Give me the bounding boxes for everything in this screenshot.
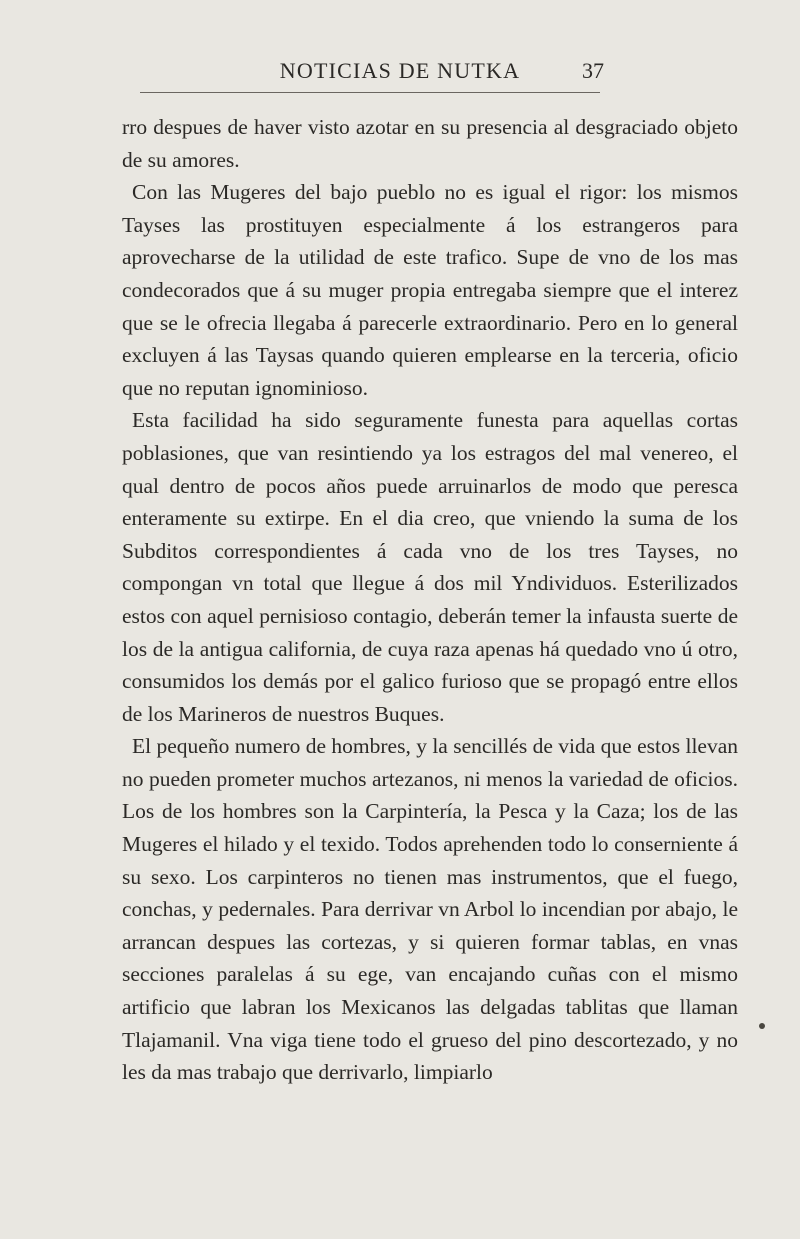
running-head <box>0 58 800 92</box>
paragraph-2: Con las Mugeres del bajo pueblo no es igual el rigor: los mismos Tayses las prostituyen especialmente á los estrangeros para aprovecharse de la utilidad de este trafico. Supe de vno de los mas condecorados que á su muger propia entregaba siempre que el interez que se le ofrecia llegaba á parecerle extraordinario. Pero en lo general excluyen á las Taysas quando quieren emplearse en la terceria, oficio que no reputan ignominioso. <box>122 180 738 400</box>
paragraph-4: El pequeño numero de hombres, y la sencillés de vida que estos llevan no pueden prometer muchos artezanos, ni menos la variedad de oficios. Los de los hombres son la Carpintería, la Pesca y la Caza; los de las Mugeres el hilado y el texido. Todos aprehenden todo lo conserniente á su sexo. Los carpinteros no tienen mas instrumentos, que el fuego, conchas, y pedernales. Para derrivar vn Arbol lo incendian por abajo, le arrancan despues las cortezas, y si quieren formar tablas, en vnas secciones paralelas á su ege, van encajando cuñas con el mismo artificio que labran los Mexicanos las delgadas tablitas que llaman Tlajamanil. Vna viga tiene todo el grueso del pino descortezado, y no les da mas trabajo que derrivarlo, limpiarlo <box>122 734 739 1085</box>
paragraph-3: Esta facilidad ha sido seguramente funesta para aquellas cortas poblasiones, que van resintiendo ya los estragos del mal venereo, el qual dentro de pocos años puede arruinarlos de modo que peresca enteramente su extirpe. En el dia creo, que vniendo la suma de los Subditos correspondientes á cada vno de los tres Tayses, no compongan vn total que llegue á dos mil Yndividuos. Esterilizados estos con aquel pernisioso contagio, deberán temer la infausta suerte de los de la antigua california, de cuya raza apenas há quedado vno ú otro, consumidos los demás por el galico furioso que se propagó entre ellos de los Marineros de nuestros Buques. <box>122 408 738 726</box>
page-number: 37 <box>582 58 604 83</box>
header-rule <box>140 92 600 93</box>
running-title: NOTICIAS DE NUTKA <box>279 58 521 83</box>
paragraph-1: rro despues de haver visto azotar en su presencia al desgraciado objeto de su amores. <box>122 115 738 172</box>
ink-speck <box>759 1023 765 1029</box>
body-text <box>122 111 738 1089</box>
